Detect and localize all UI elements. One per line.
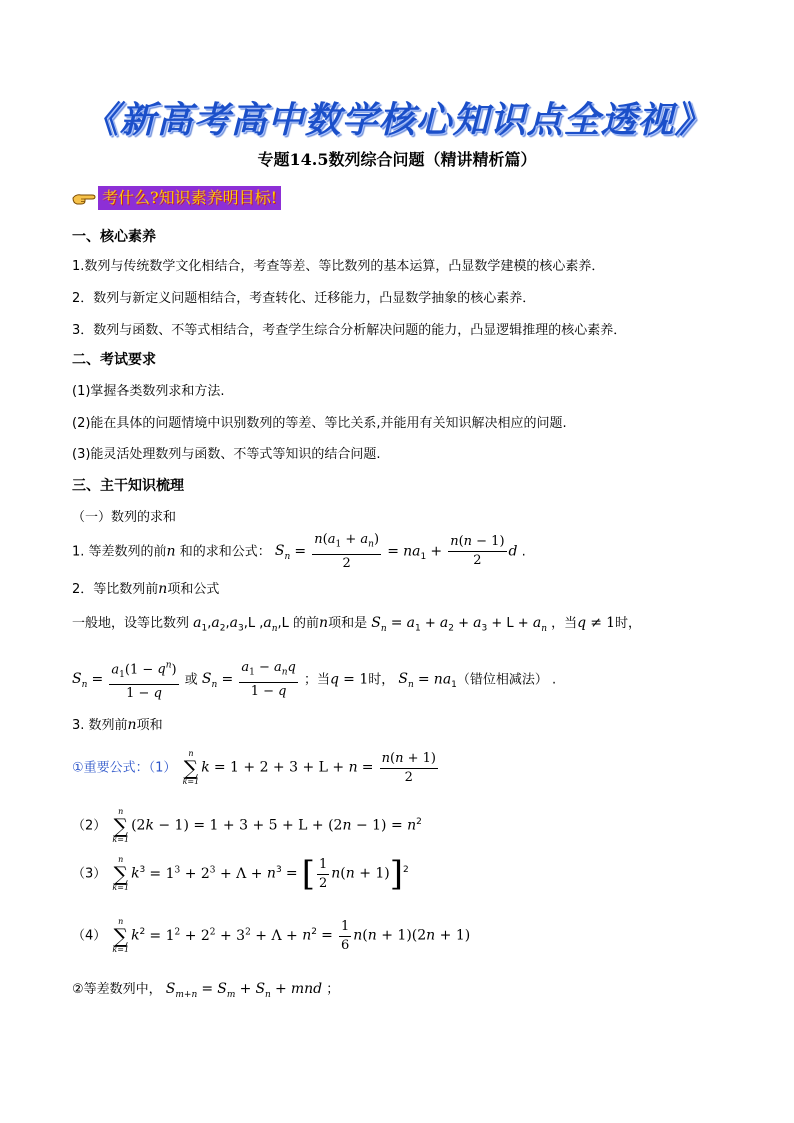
section1-item-3: 3．数列与函数、不等式相结合，考查学生综合分析解决问题的能力，凸显逻辑推理的核心素养．	[72, 323, 627, 338]
section-banner	[72, 186, 281, 210]
sub-title: 专题14.5数列综合问题（精讲精析篇）	[257, 150, 537, 169]
formula-1: ①重要公式：（1） n ∑ k=1 k = 1 + 2 + 3 + L + n = $\frac{n(n + 1)}{2}$	[72, 749, 436, 786]
section3-heading: 三、主干知识梳理	[72, 478, 184, 494]
section1-item-2: 2．数列与新定义问题相结合，考查转化、迁移能力，凸显数学抽象的核心素养．	[72, 291, 536, 306]
geometric-sum-formula: $S_n$ = $\frac{a_1(1 - q^n)}{1 - q}$ 或 $S_n$ = $\frac{a_1 - a_nq}{1 - q}$ ；当q = 1时， $S_n = na_1$（错位相减法） .	[72, 658, 556, 702]
section2-heading: 二、考试要求	[72, 352, 156, 368]
sequence-sum-title: 3. 数列前n项和	[72, 717, 163, 733]
banner-text: 考什么?知识素养明目标!	[98, 186, 281, 210]
subsection-title: （一）数列的求和	[72, 510, 177, 525]
section2-item-3: (3)能灵活处理数列与函数、不等式等知识的结合问题.	[72, 447, 381, 462]
formula-4: （4） n ∑ k=1 $k^2 = 1^2 + 2^2 + 3^2 + \Lambda + n^2$ = $\frac{1}{6}$ n(n + 1)(2n + 1)	[72, 917, 471, 954]
geometric-definition: 一般地，设等比数列 $a_1,a_2,a_3,L$ $,a_n,L$ 的前n项和是 $S_n = a_1 + a_2 + a_3 + L + a_n$ ，当q ≠ 1时，	[72, 615, 642, 634]
arithmetic-sum-formula: 1. 等差数列的前n 和的求和公式： $S_n$ = $\frac{n(a_1 + a_n)}{2}$ = $na_1$ + $\frac{n(n - 1)}{2}$ d .	[72, 532, 526, 571]
section1-heading: 一、核心素养	[72, 229, 156, 245]
formula-3: （3） n ∑ k=1 $k^3 = 1^3 + 2^3 + \Lambda + n^3$ = [ $\frac{1}{2}$ n(n + 1)]$^2$	[72, 854, 409, 894]
geometric-sum-title: 2．等比数列前n项和公式	[72, 581, 220, 597]
main-title: 《新高考高中数学核心知识点全透视》	[82, 99, 712, 141]
pointing-hand-icon	[72, 190, 96, 206]
section1-item-1: 1.数列与传统数学文化相结合，考查等差、等比数列的基本运算，凸显数学建模的核心素养．	[72, 259, 605, 274]
formula-2: （2） n ∑ k=1 $(2k - 1) = 1 + 3 + 5 + L + (2n - 1) = n^2$	[72, 807, 422, 844]
section2-item-1: (1)掌握各类数列求和方法.	[72, 384, 225, 399]
arithmetic-property: ②等差数列中， $S_{m+n} = S_m + S_n$ + mnd ；	[72, 981, 340, 1000]
section2-item-2: (2)能在具体的问题情境中识别数列的等差、等比关系,并能用有关知识解决相应的问题.	[72, 416, 567, 431]
